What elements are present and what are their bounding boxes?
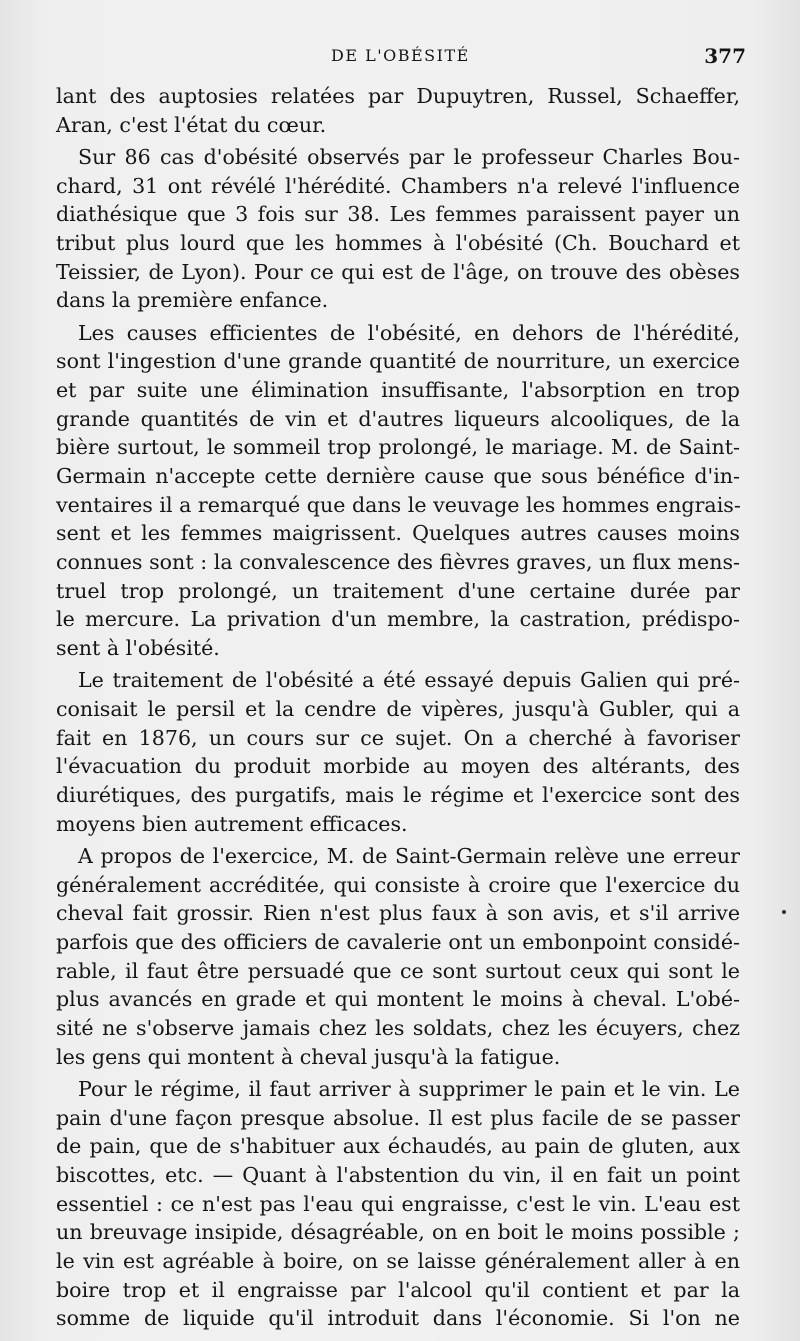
- text-line: parfois que des officiers de cavalerie ont un embonpoint considé-: [56, 929, 740, 954]
- text-line: Sur 86 cas d'obésité observés par le professeur Charles Bou-: [78, 144, 740, 169]
- page-number: 377: [704, 44, 746, 68]
- text-line: dans la première enfance.: [56, 288, 329, 313]
- text-line: sité ne s'observe jamais chez les soldats, chez les écuyers, chez: [56, 1016, 740, 1040]
- text-line: lant des auptosies relatées par Dupuytren, Russel, Schaeffer,: [56, 84, 740, 108]
- text-line: pain d'une façon presque absolue. Il est plus facile de se passer: [56, 1105, 740, 1130]
- text-line: A propos de l'exercice, M. de Saint-Germain relève une erreur: [78, 843, 740, 868]
- text-line: un breuvage insipide, désagréable, on en boit le moins possible ;: [56, 1220, 740, 1245]
- text-line: sent et les femmes maigrissent. Quelques autres causes moins: [56, 521, 740, 546]
- paragraph: [56, 143, 740, 315]
- text-line: diurétiques, des purgatifs, mais le régime et l'exercice sont des: [56, 783, 740, 807]
- text-line: les gens qui montent à cheval jusqu'à la fatigue.: [56, 1044, 561, 1069]
- article-body: [56, 82, 740, 1337]
- text-line: l'évacuation du produit morbide au moyen des altérants, des: [56, 754, 740, 779]
- text-line: fait en 1876, un cours sur ce sujet. On a cherché à favoriser: [56, 725, 740, 750]
- text-line: sont l'ingestion d'une grande quantité de nourriture, un exercice: [56, 349, 740, 374]
- paragraph: [56, 319, 740, 663]
- text-line: moyens bien autrement efficaces.: [56, 811, 408, 836]
- text-line: Germain n'accepte cette dernière cause que sous bénéfice d'in-: [56, 463, 740, 488]
- text-line: biscottes, etc. — Quant à l'abstention du vin, il en fait un point: [56, 1162, 740, 1187]
- text-line: rable, il faut être persuadé que ce sont surtout ceux qui sont le: [56, 958, 740, 983]
- text-line: de pain, que de s'habituer aux échaudés, au pain de gluten, aux: [56, 1134, 740, 1159]
- paragraph: [56, 82, 740, 139]
- paragraph: [56, 666, 740, 838]
- page-header: [56, 42, 746, 72]
- paragraph: [56, 1075, 740, 1333]
- text-line: Le traitement de l'obésité a été essayé depuis Galien qui pré-: [78, 668, 740, 693]
- text-line: bière surtout, le sommeil trop prolongé, le mariage. M. de Saint-: [56, 435, 740, 460]
- text-line: essentiel : ce n'est pas l'eau qui engraisse, c'est le vin. L'eau est: [56, 1191, 740, 1216]
- running-title: DE L'OBÉSITÉ: [331, 46, 470, 65]
- paragraph: [56, 842, 740, 1072]
- text-line: et par suite une élimination insuffisante, l'absorption en trop: [56, 377, 740, 402]
- text-line: ventaires il a remarqué que dans le veuvage les hommes engrais-: [56, 492, 741, 517]
- text-line: le mercure. La privation d'un membre, la castration, prédispo-: [56, 607, 740, 632]
- text-line: chard, 31 ont révélé l'hérédité. Chambers n'a relevé l'influence: [56, 173, 740, 198]
- text-line: tribut plus lourd que les hommes à l'obésité (Ch. Bouchard et: [56, 230, 740, 255]
- text-line: sent à l'obésité.: [56, 636, 220, 661]
- text-line: truel trop prolongé, un traitement d'une certaine durée par: [56, 578, 740, 603]
- text-line: Les causes efficientes de l'obésité, en dehors de l'hérédité,: [78, 320, 740, 345]
- text-line: connues sont : la convalescence des fièvres graves, un flux mens-: [56, 550, 740, 574]
- text-line: plus avancés en grade et qui montent le moins à cheval. L'obé-: [56, 987, 740, 1012]
- text-line: grande quantités de vin et d'autres liqueurs alcooliques, de la: [56, 406, 740, 431]
- text-line: généralement accréditée, qui consiste à croire que l'exercice du: [56, 872, 740, 897]
- text-line: cheval fait grossir. Rien n'est plus faux à son avis, et s'il arrive: [56, 901, 740, 926]
- text-line: somme de liquide qu'il introduit dans l'économie. Si l'on ne: [56, 1306, 740, 1331]
- text-line: diathésique que 3 fois sur 38. Les femmes paraissent payer un: [56, 202, 740, 227]
- text-line: conisait le persil et la cendre de vipères, jusqu'à Gubler, qui a: [56, 696, 740, 721]
- margin-ink-spot: [782, 910, 786, 914]
- text-line: Teissier, de Lyon). Pour ce qui est de l'âge, on trouve des obèses: [56, 259, 740, 284]
- text-line: Pour le régime, il faut arriver à supprimer le pain et le vin. Le: [78, 1076, 740, 1101]
- text-line: boire trop et il engraisse par l'alcool qu'il contient et par la: [56, 1277, 740, 1302]
- text-line: Aran, c'est l'état du cœur.: [56, 112, 327, 137]
- text-line: le vin est agréable à boire, on se laisse généralement aller à en: [56, 1249, 740, 1273]
